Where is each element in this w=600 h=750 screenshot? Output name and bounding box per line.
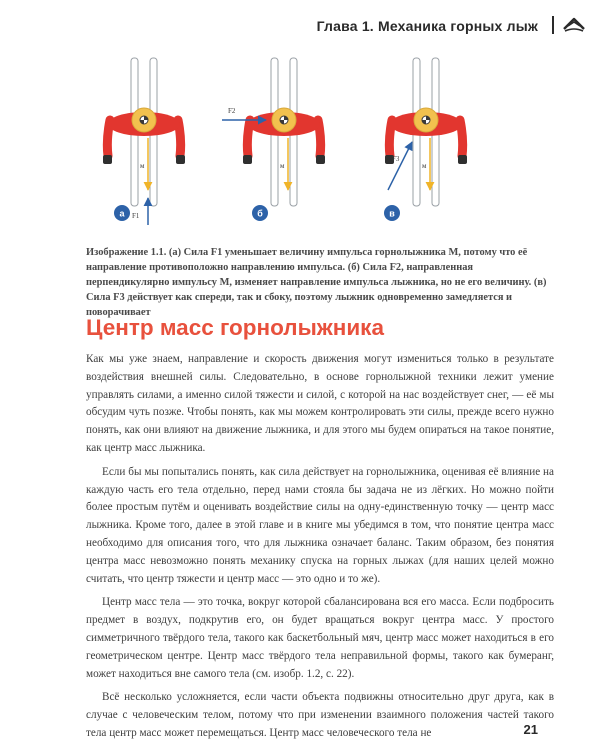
panel-c <box>384 58 467 221</box>
running-title: Глава 1. Механика горных лыж <box>316 18 538 34</box>
svg-text:б: б <box>257 208 263 219</box>
page-number: 21 <box>523 722 538 737</box>
figure-ski-forces <box>70 40 560 240</box>
paragraph-1: Как мы уже знаем, направление и скорость движения могут измениться только в результате воздействия внешней силы. Следовательно, в основе горнолыжной техники лежит умение управлять силами, а именно силой тяжести и силой, с которой на нас воздействует снег, — её мы обсудим чуть позже. Чтобы понять, как мы можем контролировать эти силы, прежде всего нужно понять, как они влияют на движение лыжника, и для этого мы будем опираться на такое понятие, как центр масс лыжника. <box>86 353 554 454</box>
body-text <box>86 351 554 749</box>
header-divider <box>552 16 554 34</box>
force-label-a: F1 <box>132 212 140 220</box>
section-title: Центр масс горнолыжника <box>86 315 384 340</box>
svg-text:в: в <box>389 208 395 219</box>
paragraph-3: Центр масс тела — это точка, вокруг которой сбалансирована вся его масса. Если подбросить предмет в воздух, подкрутив его, он будет вращаться вокруг центра масс. У простого симметричного твёрдого тела, такого как баскетбольный мяч, центр масс может находиться в его геометрическом центре. Центр масс твёрдого тела неправильной формы, такого как бумеранг, может находиться вне самого тела (см. изобр. 1.2, с. 22). <box>86 596 554 680</box>
panel-a <box>103 58 185 225</box>
figure-illustration <box>70 40 560 240</box>
mass-label-a: м <box>140 162 145 170</box>
mass-label-c: м <box>422 162 427 170</box>
paragraph-2: Если бы мы попытались понять, как сила действует на горнолыжника, оценивая её влияние на каждую часть его тела отдельно, перед нами стояла бы задача не из лёгких. Но можно пойти более простым путём и оценивать воздействие силы на одну-единственную точку — центр масс лыжника. Кроме того, далее в этой главе и в книге мы убедимся в том, что понятие центра масс необходимо для описания того, что для лыжника означает баланс. Таким образом, без понятия центра масс невозможно понять механику спуска на горных лыжах (для наших целей можно считать, что центр тяжести и центр масс — это одно и то же). <box>86 465 554 585</box>
force-label-c: F3 <box>392 155 400 163</box>
mass-label-b: м <box>280 162 285 170</box>
figure-caption: Изображение 1.1. (а) Сила F1 уменьшает величину импульса горнолыжника М, потому что её направление противоположно направлению импульса. (б) Сила F2, направленная перпендикулярно импульсу М, изменяет направление импульса лыжника, но не его величину. (в) Сила F3 действует как спереди, так и сбоку, поэтому лыжник одновременно замедляется и поворачивает <box>86 247 547 318</box>
svg-text:а: а <box>119 208 125 219</box>
force-label-b: F2 <box>228 107 236 115</box>
panel-b <box>222 58 325 221</box>
mountain-logo-icon <box>562 15 586 35</box>
paragraph-4: Всё несколько усложняется, если части объекта подвижны относительно друг друга, как в случае с человеческим телом, потому что при изменении взаимного положения частей такого тела центр масс может перемещаться. Центр масс человеческого тела не <box>86 691 554 739</box>
